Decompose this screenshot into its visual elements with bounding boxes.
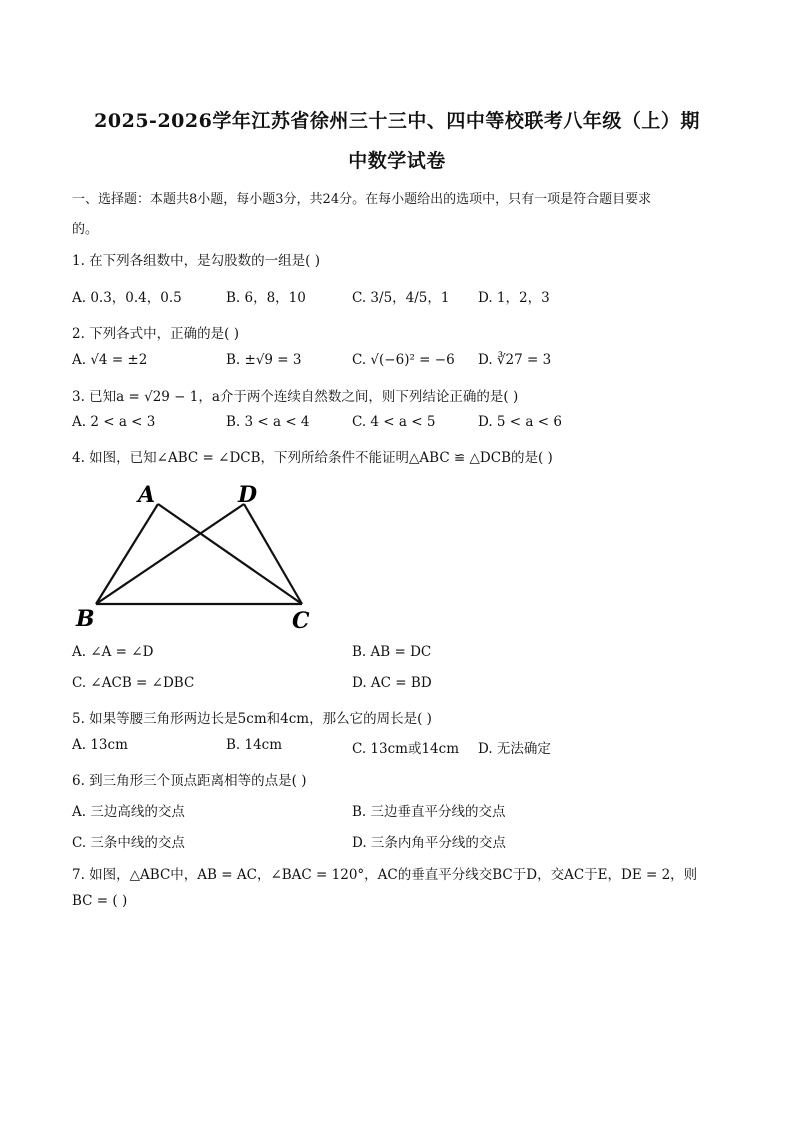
- segment-ba: [96, 504, 158, 604]
- question-5-option-a: A. 13cm: [72, 737, 128, 753]
- question-5-option-b: B. 14cm: [226, 737, 283, 753]
- question-2-option-d: D. ∛27 = 3: [478, 352, 552, 368]
- question-6-option-a: A. 三边高线的交点: [72, 804, 185, 820]
- question-3-option-d: D. 5 < a < 6: [478, 414, 562, 430]
- question-5-stem: 5. 如果等腰三角形两边长是5cm和4cm，那么它的周长是( ): [72, 711, 432, 727]
- question-7-stem-line2: BC = ( ): [72, 893, 128, 909]
- question-4-option-d: D. AC = BD: [352, 675, 432, 691]
- vertex-label-b: B: [76, 606, 95, 632]
- vertex-label-d: D: [238, 482, 258, 508]
- exam-title-line2: 中数学试卷: [348, 150, 446, 172]
- section-instructions-line1: 一、选择题：本题共8小题，每小题3分，共24分。在每小题给出的选项中，只有一项是符合题目要求: [72, 192, 652, 207]
- question-1-option-c: C. 3/5，4/5，1: [352, 290, 450, 306]
- segment-ac: [158, 504, 302, 604]
- segment-dc: [244, 504, 302, 604]
- question-4-option-c: C. ∠ACB = ∠DBC: [72, 675, 195, 691]
- question-6-option-c: C. 三条中线的交点: [72, 835, 185, 851]
- question-4-option-a: A. ∠A = ∠D: [72, 644, 154, 660]
- vertex-label-c: C: [292, 608, 310, 632]
- question-6-option-d: D. 三条内角平分线的交点: [352, 835, 506, 851]
- question-1-option-b: B. 6，8，10: [226, 290, 306, 306]
- question-5-option-d: D. 无法确定: [478, 741, 551, 757]
- vertex-label-a: A: [138, 482, 156, 508]
- question-3-option-b: B. 3 < a < 4: [226, 414, 310, 430]
- question-3-option-a: A. 2 < a < 3: [72, 414, 156, 430]
- question-2-stem: 2. 下列各式中，正确的是( ): [72, 326, 239, 342]
- segment-bd: [96, 504, 244, 604]
- question-5-option-c: C. 13cm或14cm: [352, 741, 460, 757]
- question-6-option-b: B. 三边垂直平分线的交点: [352, 804, 506, 820]
- triangle-figure: [70, 482, 320, 632]
- exam-title-line1: 2025-2026学年江苏省徐州三十三中、四中等校联考八年级（上）期: [94, 110, 700, 132]
- section-instructions-line2: 的。: [72, 222, 99, 237]
- question-3-stem: 3. 已知a = √29 − 1，a介于两个连续自然数之间，则下列结论正确的是( ): [72, 389, 519, 405]
- question-1-option-d: D. 1，2，3: [478, 290, 550, 306]
- question-2-option-b: B. ±√9 = 3: [226, 352, 302, 368]
- question-2-option-a: A. √4 = ±2: [72, 352, 148, 368]
- question-3-option-c: C. 4 < a < 5: [352, 414, 436, 430]
- question-1-stem: 1. 在下列各组数中，是勾股数的一组是( ): [72, 253, 320, 269]
- question-4-option-b: B. AB = DC: [352, 644, 432, 660]
- question-2-option-c: C. √(−6)² = −6: [352, 352, 455, 368]
- question-7-stem: 7. 如图，△ABC中，AB = AC，∠BAC = 120°，AC的垂直平分线交BC于D，交AC于E，DE = 2，则: [72, 867, 698, 883]
- question-6-stem: 6. 到三角形三个顶点距离相等的点是( ): [72, 773, 307, 789]
- question-4-stem: 4. 如图，已知∠ABC = ∠DCB，下列所给条件不能证明△ABC ≌ △DCB的是( ): [72, 450, 553, 466]
- question-1-option-a: A. 0.3，0.4，0.5: [72, 290, 182, 306]
